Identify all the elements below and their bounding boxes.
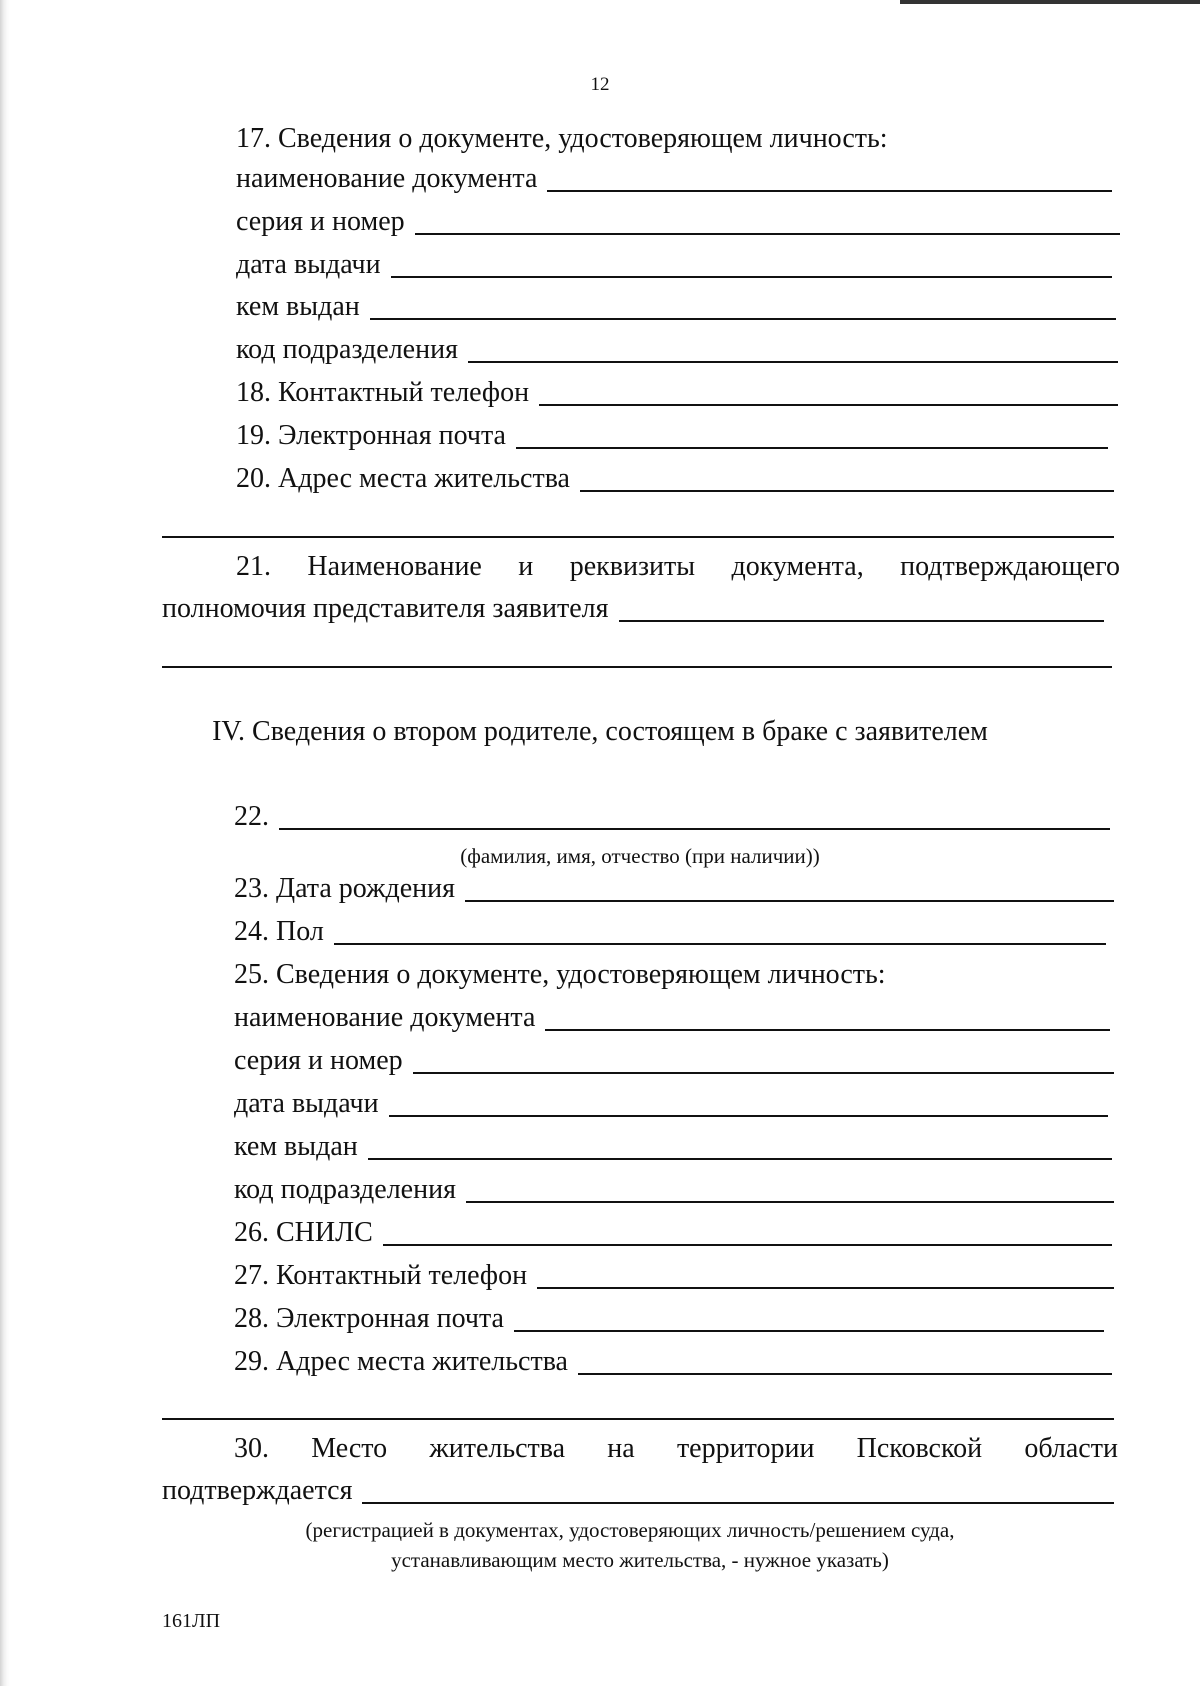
q25-issue-date-field[interactable] [389,1087,1108,1117]
q17-issued-by-label: кем выдан [236,291,360,322]
q17-issue-date-row [236,248,1112,282]
q25-division-code-label: код подразделения [234,1174,456,1205]
q21-document-field-continuation[interactable] [162,666,1112,668]
q25-division-code-field[interactable] [466,1173,1114,1203]
q27-label: 27. Контактный телефон [234,1260,528,1291]
q18-phone-field[interactable] [539,376,1118,406]
q22-hint: (фамилия, имя, отчество (при наличии)) [460,844,820,868]
q21-line1: 21. Наименование и реквизиты документа, подтверждающего [236,551,1120,582]
q17-division-code-row [236,333,1118,367]
q20-row [236,462,1114,496]
q22-label: 22. [234,801,269,832]
q23-label: 23. Дата рождения [234,873,455,904]
q17-series-row [236,205,1120,239]
q17-series-label: серия и номер [236,206,405,237]
q25-doc-name-row [234,1001,1110,1035]
q26-row [234,1216,1112,1250]
q24-label: 24. Пол [234,916,324,947]
q30-line2 [162,1474,1114,1508]
q17-series-field[interactable] [415,205,1120,235]
q30-hint-line2: устанавливающим место жительства, - нужное указать) [391,1548,889,1572]
q25-issued-by-label: кем выдан [234,1131,358,1162]
q30-hint-line1: (регистрацией в документах, удостоверяющих личность/решением суда, [305,1518,955,1542]
q21-line2 [162,592,1104,626]
q25-series-label: серия и номер [234,1045,403,1076]
q17-issued-by-row [236,290,1116,324]
q25-doc-name-field[interactable] [545,1001,1110,1031]
q20-address-field[interactable] [580,462,1114,492]
q23-birthdate-field[interactable] [465,872,1114,902]
q17-doc-name-label: наименование документа [236,163,538,194]
q25-series-field[interactable] [413,1044,1114,1074]
q20-label: 20. Адрес места жительства [236,463,570,494]
q25-issue-date-row [234,1087,1108,1121]
q29-row [234,1345,1112,1379]
q21-document-field[interactable] [619,592,1104,622]
q17-issued-by-field[interactable] [370,290,1116,320]
q19-label: 19. Электронная почта [236,420,506,451]
q24-gender-field[interactable] [334,915,1106,945]
q30-confirmation-field[interactable] [362,1474,1114,1504]
q19-row [236,419,1108,453]
q20-address-field-continuation[interactable] [162,536,1114,538]
q29-label: 29. Адрес места жительства [234,1346,568,1377]
q17-title: 17. Сведения о документе, удостоверяющем личность: [236,123,888,154]
q30-label: подтверждается [162,1475,353,1506]
document-code: 161ЛП [162,1610,221,1632]
q28-email-field[interactable] [514,1302,1104,1332]
q17-division-code-label: код подразделения [236,334,458,365]
q25-division-code-row [234,1173,1114,1207]
q29-address-field-continuation[interactable] [162,1418,1114,1420]
q17-division-code-field[interactable] [468,333,1118,363]
q28-row [234,1302,1104,1336]
q25-issue-date-label: дата выдачи [234,1088,379,1119]
q26-snils-field[interactable] [383,1216,1112,1246]
section-iv-heading: IV. Сведения о втором родителе, состоящем в браке с заявителем [212,716,988,747]
q19-email-field[interactable] [516,419,1108,449]
q17-issue-date-field[interactable] [391,248,1112,278]
q17-doc-name-field[interactable] [547,162,1112,192]
q22-fullname-field[interactable] [279,800,1110,830]
q18-label: 18. Контактный телефон [236,377,530,408]
q24-row [234,915,1106,949]
q22-row [234,800,1110,834]
page-number: 12 [590,74,610,95]
q25-title: 25. Сведения о документе, удостоверяющем личность: [234,959,886,990]
q28-label: 28. Электронная почта [234,1303,504,1334]
q27-row [234,1259,1114,1293]
q27-phone-field[interactable] [537,1259,1114,1289]
q17-doc-name-row [236,162,1112,196]
q29-address-field[interactable] [578,1345,1112,1375]
q25-doc-name-label: наименование документа [234,1002,536,1033]
q18-row [236,376,1118,410]
q21-label: полномочия представителя заявителя [162,593,609,624]
q25-issued-by-row [234,1130,1112,1164]
q23-row [234,872,1114,906]
q26-label: 26. СНИЛС [234,1217,373,1248]
q30-line1: 30. Место жительства на территории Псковской области [234,1433,1118,1464]
q25-issued-by-field[interactable] [368,1130,1112,1160]
q17-issue-date-label: дата выдачи [236,249,381,280]
scan-top-mark [900,0,1200,4]
q25-series-row [234,1044,1114,1078]
